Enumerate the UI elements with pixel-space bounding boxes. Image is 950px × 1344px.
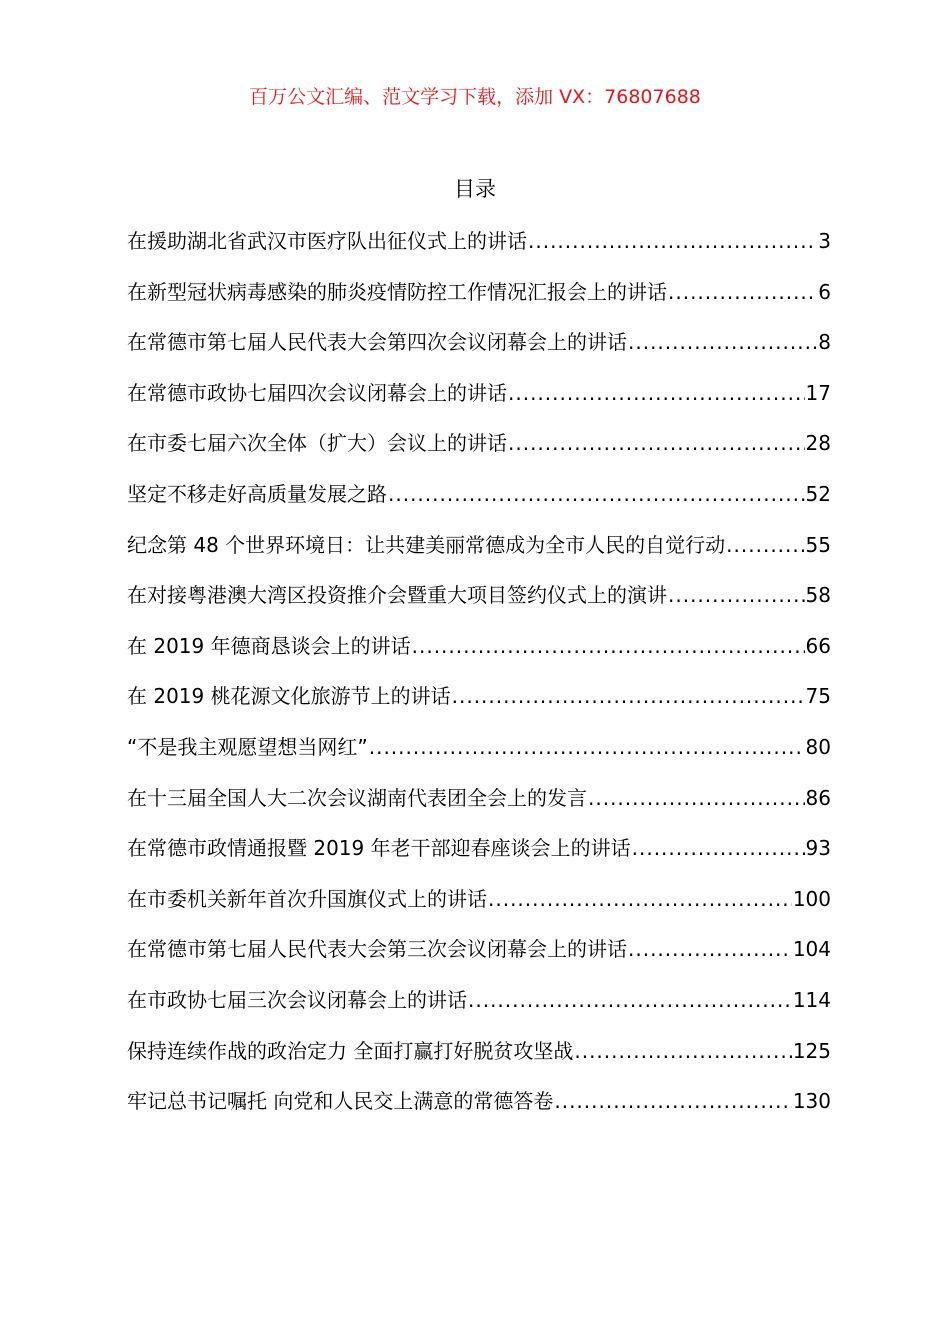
toc-entry[interactable] (127, 833, 831, 884)
toc-dot-leader (388, 479, 805, 509)
toc-entry[interactable] (127, 1036, 831, 1087)
toc-dot-leader (412, 631, 805, 661)
toc-dot-leader (508, 428, 805, 458)
toc-dot-leader (528, 226, 817, 256)
toc-entry[interactable] (127, 1086, 831, 1137)
toc-entry-page-number: 6 (818, 279, 831, 304)
toc-dot-leader (554, 1086, 791, 1116)
toc-entry-title: “不是我主观愿望想当网红” (127, 734, 368, 759)
toc-entry-page-number: 8 (818, 330, 831, 355)
toc-entry-page-number: 3 (818, 229, 831, 253)
toc-dot-leader (726, 530, 804, 560)
toc-entry-page-number: 130 (792, 1089, 831, 1114)
toc-entry-page-number: 52 (805, 481, 831, 506)
toc-entry[interactable] (127, 327, 831, 378)
toc-entry-page-number: 104 (792, 937, 831, 962)
header-banner: 百万公文汇编、范文学习下载，添加 VX：76807688 (249, 86, 701, 108)
toc-dot-leader (668, 277, 817, 307)
toc-dot-leader (488, 884, 792, 914)
toc-entry-page-number: 80 (805, 734, 831, 759)
toc-entry-page-number: 114 (792, 987, 831, 1012)
toc-entry-title: 在新型冠状病毒感染的肺炎疫情防控工作情况汇报会上的讲话 (127, 279, 667, 304)
toc-dot-leader (369, 732, 805, 762)
toc-entry-title: 在市政协七届三次会议闭幕会上的讲话 (127, 987, 467, 1012)
toc-entry[interactable] (127, 479, 831, 530)
toc-entry[interactable] (127, 732, 831, 783)
toc-entry-title: 坚定不移走好高质量发展之路 (127, 481, 387, 506)
toc-dot-leader (632, 833, 805, 863)
toc-entry[interactable] (127, 226, 831, 277)
toc-entry-page-number: 100 (792, 886, 831, 911)
toc-entry-title: 牢记总书记嘱托 向党和人民交上满意的常德答卷 (127, 1089, 554, 1114)
toc-entry-page-number: 55 (805, 532, 831, 557)
toc-dot-leader (628, 327, 817, 357)
toc-entry[interactable] (127, 985, 831, 1036)
toc-entry-title: 在常德市政协七届四次会议闭幕会上的讲话 (127, 380, 507, 405)
toc-entry[interactable] (127, 631, 831, 682)
toc-title: 目录 (454, 177, 496, 201)
toc-dot-leader (588, 783, 805, 813)
toc-entry-title: 在市委机关新年首次升国旗仪式上的讲话 (127, 886, 487, 911)
toc-entry[interactable] (127, 428, 831, 479)
toc-entry-title: 在十三届全国人大二次会议湖南代表团全会上的发言 (127, 785, 587, 810)
toc-entry-title: 在 2019 年德商恳谈会上的讲话 (127, 633, 411, 658)
toc-entry-title: 在常德市政情通报暨 2019 年老干部迎春座谈会上的讲话 (127, 836, 631, 861)
toc-entry[interactable] (127, 783, 831, 834)
toc-entry-page-number: 28 (805, 431, 831, 456)
toc-entry[interactable] (127, 681, 831, 732)
toc-entry-page-number: 17 (805, 380, 831, 405)
toc-entry-title: 在市委七届六次全体（扩大）会议上的讲话 (127, 431, 507, 456)
toc-dot-leader (668, 580, 805, 610)
toc-entry-page-number: 58 (805, 583, 831, 608)
toc-dot-leader (574, 1036, 791, 1066)
toc-entry-title: 纪念第 48 个世界环境日：让共建美丽常德成为全市人民的自觉行动 (127, 532, 726, 557)
toc-dot-leader (468, 985, 792, 1015)
toc-entry[interactable] (127, 277, 831, 328)
toc-entry-page-number: 75 (805, 684, 831, 709)
toc-entry-page-number: 86 (805, 785, 831, 810)
toc-entry-page-number: 66 (805, 633, 831, 658)
toc-entry[interactable] (127, 934, 831, 985)
toc-entry[interactable] (127, 530, 831, 581)
toc-entry-title: 在常德市第七届人民代表大会第三次会议闭幕会上的讲话 (127, 937, 627, 962)
toc-list (127, 226, 831, 1137)
toc-entry[interactable] (127, 884, 831, 935)
toc-entry-title: 在对接粤港澳大湾区投资推介会暨重大项目签约仪式上的演讲 (127, 583, 667, 608)
toc-entry[interactable] (127, 378, 831, 429)
toc-dot-leader (628, 934, 792, 964)
toc-entry-title: 在 2019 桃花源文化旅游节上的讲话 (127, 684, 451, 709)
toc-entry-title: 在常德市第七届人民代表大会第四次会议闭幕会上的讲话 (127, 330, 627, 355)
toc-entry-title: 在援助湖北省武汉市医疗队出征仪式上的讲话 (127, 229, 527, 253)
toc-entry-title: 保持连续作战的政治定力 全面打赢打好脱贫攻坚战 (127, 1038, 574, 1063)
toc-entry-page-number: 125 (792, 1038, 831, 1063)
toc-entry[interactable] (127, 580, 831, 631)
toc-dot-leader (452, 681, 805, 711)
toc-dot-leader (508, 378, 805, 408)
toc-entry-page-number: 93 (805, 836, 831, 861)
